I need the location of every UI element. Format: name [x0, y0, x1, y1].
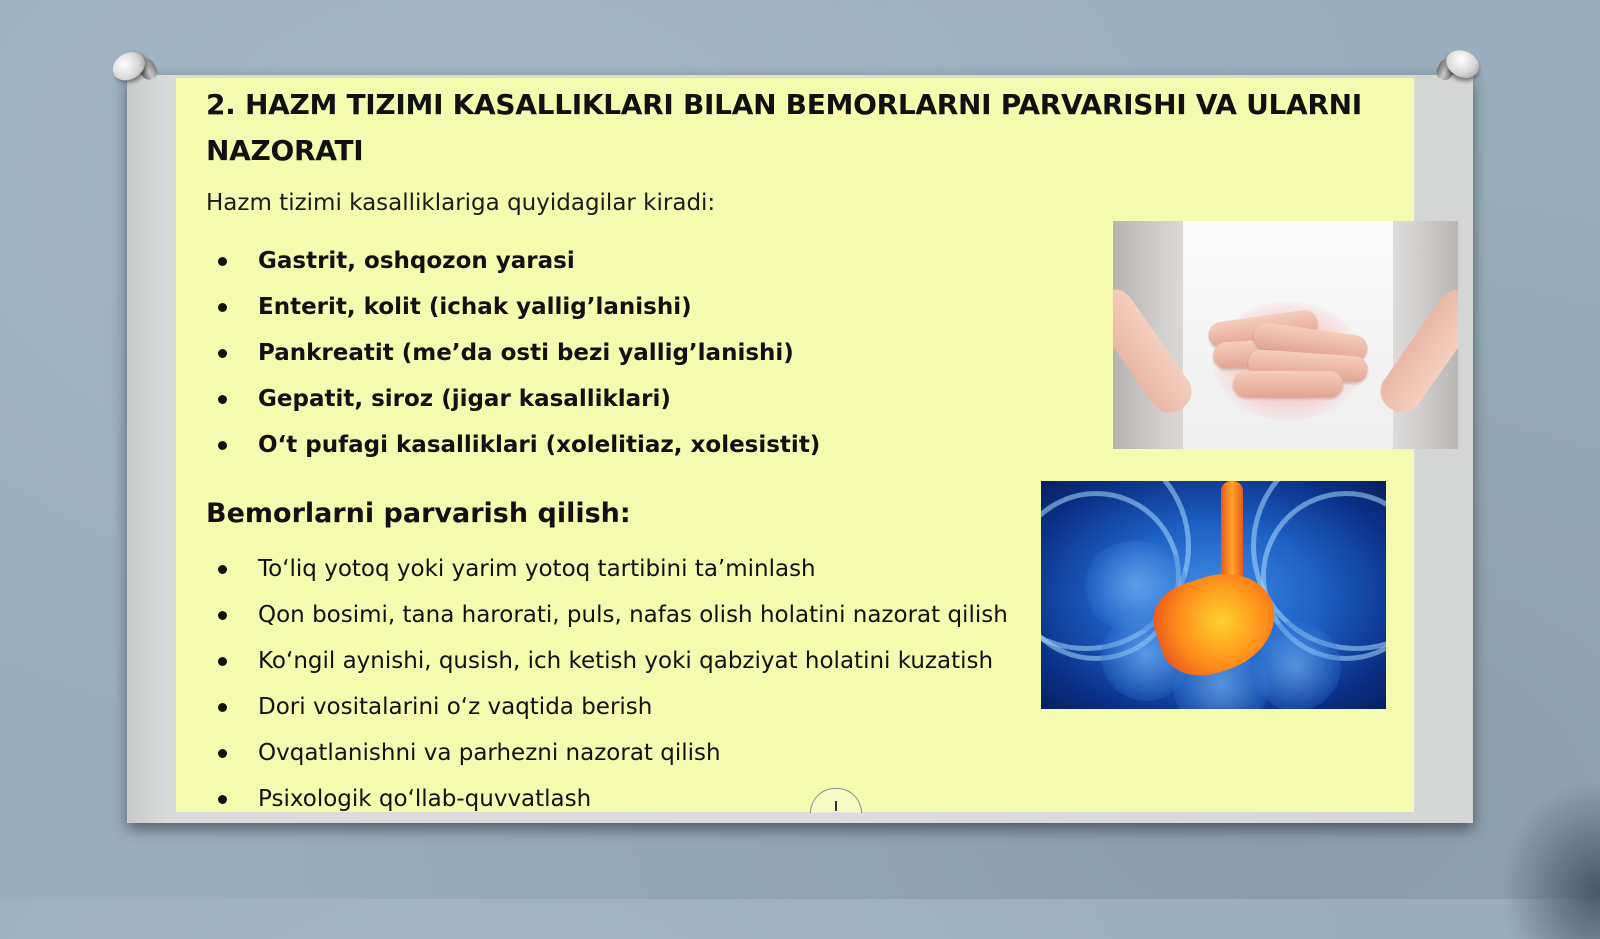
bullet-icon — [218, 303, 227, 312]
bullet-icon — [218, 257, 227, 266]
background-shadow — [1500, 779, 1600, 939]
bullet-icon — [218, 441, 227, 450]
care-heading: Bemorlarni parvarish qilish: — [206, 498, 631, 529]
slide-title: 2. HAZM TIZIMI KASALLIKLARI BILAN BEMORLARNI PARVARISHI VA ULARNI NAZORATI — [206, 88, 1362, 167]
bullet-icon — [218, 395, 227, 404]
bullet-icon — [218, 565, 227, 574]
abdominal-pain-photo — [1113, 221, 1458, 449]
bullet-icon — [218, 611, 227, 620]
bullet-icon — [218, 703, 227, 712]
bullet-icon — [218, 657, 227, 666]
stomach-anatomy-image — [1041, 481, 1386, 709]
bullet-icon — [218, 349, 227, 358]
bullet-icon — [218, 749, 227, 758]
bullet-icon — [218, 795, 227, 804]
intro-text: Hazm tizimi kasalliklariga quyidagilar kiradi: — [206, 190, 716, 216]
